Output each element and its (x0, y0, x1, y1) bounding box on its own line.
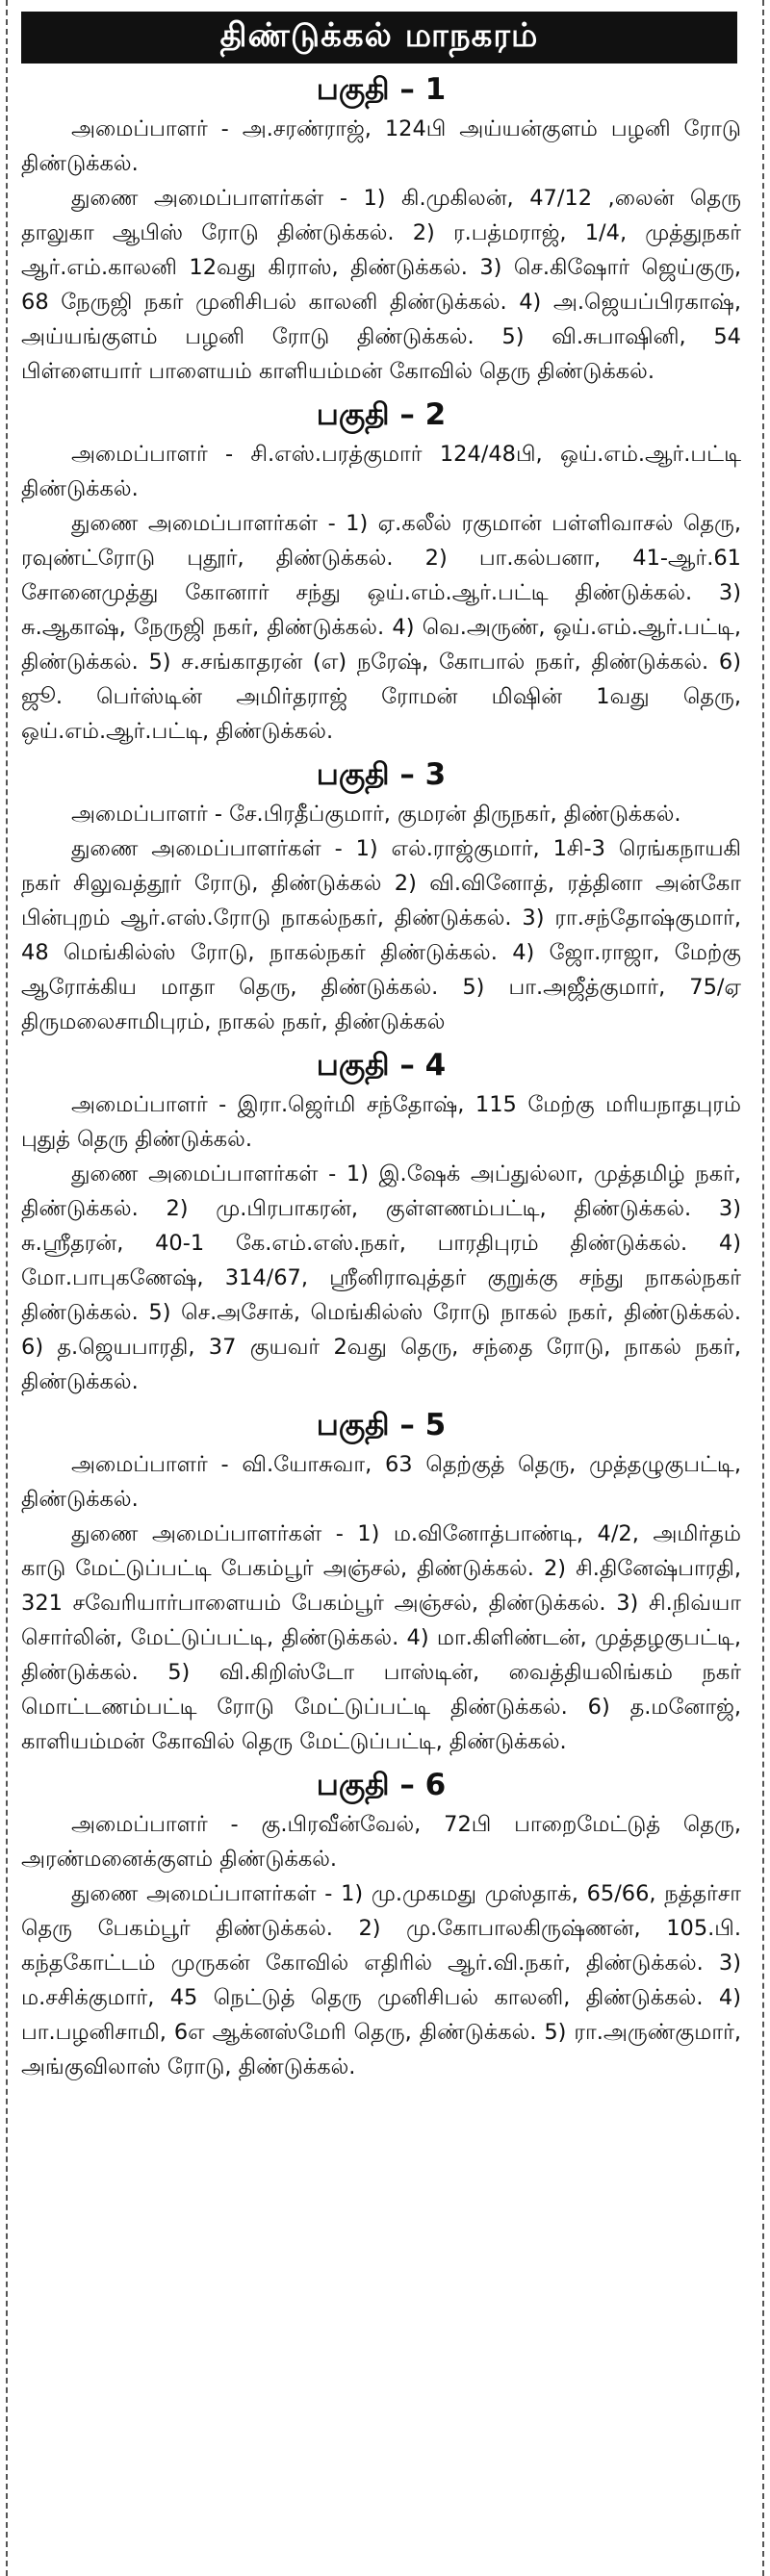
deputies-text: துணை அமைப்பாளர்கள் - 1) மு.முகமது முஸ்தாக், 65/66, நத்தர்சா தெரு பேகம்பூர் திண்டுக்கல். 2) மு.கோபாலகிருஷ்ணன், 105.பி. கந்தகோட்டம் முருகன் கோவில் எதிரில் ஆர்.வி.நகர், திண்டுக்கல். 3) ம.சசிக்குமார், 45 நெட்டுத் தெரு முனிசிபல் காலனி, திண்டுக்கல். 4) பா.பழனிசாமி, 6எ ஆக்னஸ்மேரி தெரு, திண்டுக்கல். 5) ரா.அருண்குமார், அங்குவிலாஸ் ரோடு, திண்டுக்கல். (21, 1881, 741, 2079)
section-heading: பகுதி – 2 (316, 397, 447, 432)
organizer-text: அமைப்பாளர் - கு.பிரவீன்வேல், 72பி பாறைமேட்டுத் தெரு, அரண்மனைக்குளம் திண்டுக்கல். (21, 1812, 741, 1872)
section-heading: பகுதி – 3 (316, 757, 447, 792)
deputies-text: துணை அமைப்பாளர்கள் - 1) எல்.ராஜ்குமார், 1சி-3 ரெங்கநாயகி நகர் சிலுவத்தூர் ரோடு, திண்டுக்கல் 2) வி.வினோத், ரத்தினா அன்கோ பின்புறம் ஆர்.எஸ்.ரோடு நாகல்நகர், திண்டுக்கல். 3) ரா.சந்தோஷ்குமார், 48 மெங்கில்ஸ் ரோடு, நாகல்நகர் திண்டுக்கல். 4) ஜோ.ராஜா, மேற்கு ஆரோக்கிய மாதா தெரு, திண்டுக்கல். 5) பா.அஜீத்குமார், 75/ஏ திருமலைசாமிபுரம், நாகல் நகர், திண்டுக்கல் (21, 836, 741, 1034)
section-heading: பகுதி – 1 (316, 72, 447, 107)
section-3 (21, 756, 741, 1039)
dashed-border-right (762, 0, 764, 2576)
deputies-text: துணை அமைப்பாளர்கள் - 1) ம.வினோத்பாண்டி, 4/2, அமிர்தம் காடு மேட்டுப்பட்டி பேகம்பூர் அஞ்சல், திண்டுக்கல். 2) சி.தினேஷ்பாரதி, 321 சவேரியார்பாளையம் பேகம்பூர் அஞ்சல், திண்டுக்கல். 3) சி.நிவ்யா சொர்லின், மேட்டுப்பட்டி, திண்டுக்கல். 4) மா.கிளிண்டன், முத்தழகுபட்டி, திண்டுக்கல். 5) வி.கிறிஸ்டோ பாஸ்டின், வைத்தியலிங்கம் நகர் மொட்டணம்பட்டி ரோடு மேட்டுப்பட்டி திண்டுக்கல். 6) த.மனோஜ், காளியம்மன் கோவில் தெரு மேட்டுப்பட்டி, திண்டுக்கல். (21, 1521, 741, 1754)
section-6 (21, 1767, 741, 2084)
deputies-text: துணை அமைப்பாளர்கள் - 1) கி.முகிலன், 47/12 ,லைன் தெரு தாலுகா ஆபிஸ் ரோடு திண்டுக்கல். 2) ர.பத்மராஜ், 1/4, முத்துநகர் ஆர்.எம்.காலனி 12வது கிராஸ், திண்டுக்கல். 3) செ.கிஷோர் ஜெய்குரு, 68 நேருஜி நகர் முனிசிபல் காலனி திண்டுக்கல். 4) அ.ஜெயப்பிரகாஷ், அய்யங்குளம் பழனி ரோடு திண்டுக்கல். 5) வி.சுபாஷினி, 54 பிள்ளையார் பாளையம் காளியம்மன் கோவில் தெரு திண்டுக்கல். (21, 186, 741, 384)
deputies-text: துணை அமைப்பாளர்கள் - 1) இ.ஷேக் அப்துல்லா, முத்தமிழ் நகர், திண்டுக்கல். 2) மு.பிரபாகரன், குள்ளணம்பட்டி, திண்டுக்கல். 3) சு.ஸ்ரீதரன், 40-1 கே.எம்.எஸ்.நகர், பாரதிபுரம் திண்டுக்கல். 4) மோ.பாபுகணேஷ், 314/67, ஸ்ரீனிராவுத்தர் குறுக்கு சந்து நாகல்நகர் திண்டுக்கல். 5) செ.அசோக், மெங்கில்ஸ் ரோடு நாகல் நகர், திண்டுக்கல். 6) த.ஜெயபாரதி, 37 குயவர் 2வது தெரு, சந்தை ரோடு, நாகல் நகர், திண்டுக்கல். (21, 1161, 741, 1394)
section-heading: பகுதி – 6 (316, 1768, 447, 1802)
section-1 (21, 71, 741, 389)
deputies-text: துணை அமைப்பாளர்கள் - 1) ஏ.கலீல் ரகுமான் பள்ளிவாசல் தெரு, ரவுண்ட்ரோடு புதூர், திண்டுக்கல். 2) பா.கல்பனா, 41-ஆர்.61 சோனைமுத்து கோனார் சந்து ஒய்.எம்.ஆர்.பட்டி திண்டுக்கல். 3) சு.ஆகாஷ், நேருஜி நகர், திண்டுக்கல். 4) வெ.அருண், ஒய்.எம்.ஆர்.பட்டி, திண்டுக்கல். 5) ச.சங்காதரன் (எ) நரேஷ், கோபால் நகர், திண்டுக்கல். 6) ஜூ. பெர்ஸ்டின் அமிர்தராஜ் ரோமன் மிஷின் 1வது தெரு, ஒய்.எம்.ஆர்.பட்டி, திண்டுக்கல். (21, 511, 741, 744)
section-4 (21, 1047, 741, 1399)
organizer-text: அமைப்பாளர் - வி.யோசுவா, 63 தெற்குத் தெரு, முத்தழுகுபட்டி, திண்டுக்கல். (21, 1452, 741, 1512)
organizer-text: அமைப்பாளர் - சே.பிரதீப்குமார், குமரன் திருநகர், திண்டுக்கல். (71, 802, 681, 827)
section-heading: பகுதி – 4 (316, 1048, 447, 1083)
organizer-text: அமைப்பாளர் - இரா.ஜெர்மி சந்தோஷ், 115 மேற்கு மரியநாதபுரம் புதுத் தெரு திண்டுக்கல். (21, 1092, 741, 1152)
page-title: திண்டுக்கல் மாநகரம் (21, 12, 737, 64)
organizer-text: அமைப்பாளர் - சி.எஸ்.பரத்குமார் 124/48பி, ஒய்.எம்.ஆர்.பட்டி திண்டுக்கல். (21, 442, 741, 501)
section-2 (21, 396, 741, 749)
organizer-text: அமைப்பாளர் - அ.சரண்ராஜ், 124பி அய்யன்குளம் பழனி ரோடு திண்டுக்கல். (21, 116, 741, 176)
dashed-border-left (6, 0, 8, 2576)
section-5 (21, 1407, 741, 1759)
section-heading: பகுதி – 5 (316, 1408, 447, 1442)
